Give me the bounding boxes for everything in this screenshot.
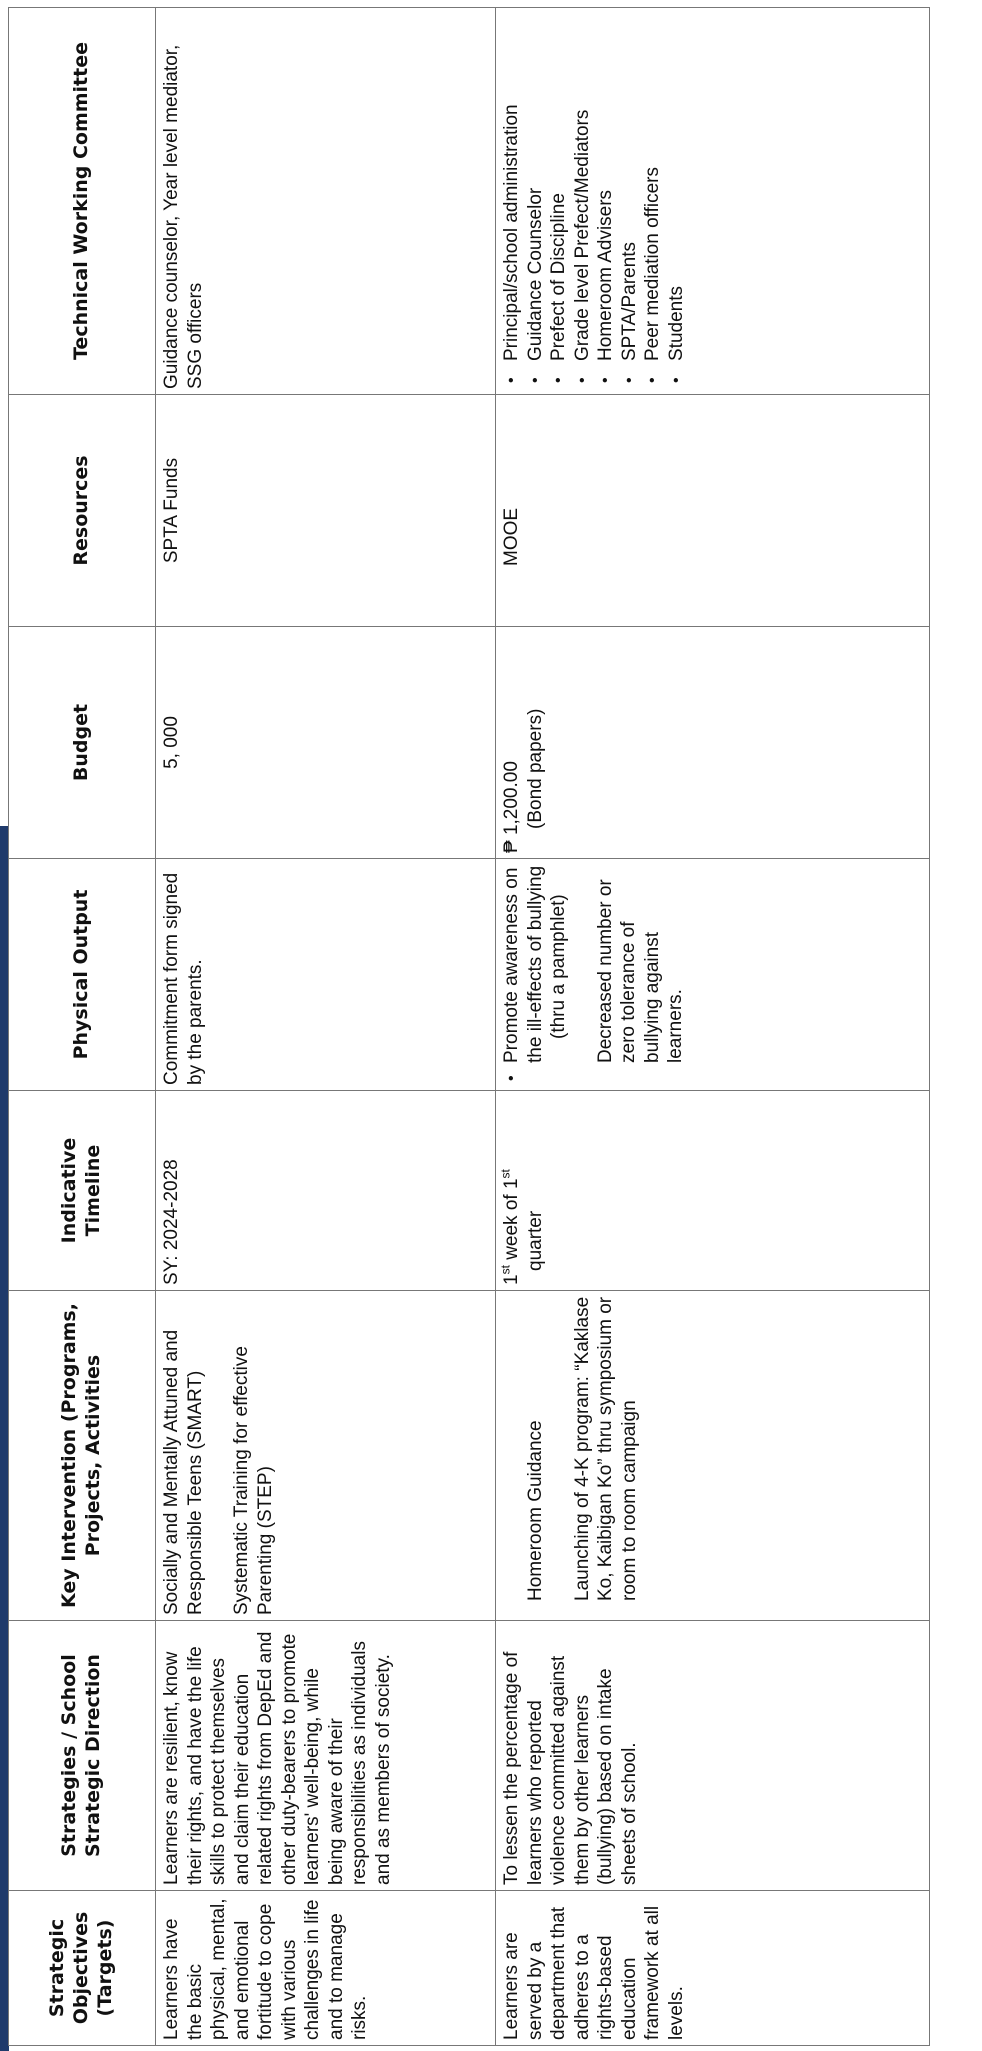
header-budget: Budget [9, 627, 156, 859]
output-bullet-text: • Promote awareness on the ill-effects of bullying [501, 865, 546, 1063]
list-item: • Principal/school administration [500, 13, 524, 389]
header-resources: Resources [9, 395, 156, 627]
timeline-cell [496, 1091, 930, 1291]
timeline-ordinal: 1 [501, 1274, 522, 1285]
rotated-page [8, 8, 916, 2046]
output-text: Commitment form signed by the parents. [161, 872, 206, 1085]
table-row [156, 8, 496, 2046]
committee-cell [496, 8, 930, 395]
resources-cell [496, 395, 930, 627]
intervention-item: Homeroom Guidance [525, 1420, 546, 1601]
committee-text: Guidance counselor, Year level mediator, SSG officers [161, 44, 206, 389]
objective-cell [156, 1891, 496, 2046]
timeline-quarter: quarter [524, 1210, 546, 1271]
resources-text: SPTA Funds [161, 457, 182, 564]
list-item: • Peer mediation officers [641, 13, 665, 389]
resources-cell [156, 395, 496, 627]
list-item: • Guidance Counselor [524, 13, 548, 389]
strategy-cell [496, 1621, 930, 1891]
output-bullet-note: (thru a pamphlet) [548, 894, 569, 1039]
header-strategic-objectives: Strategic Objectives (Targets) [9, 1891, 156, 2046]
timeline-text: SY: 2024-2028 [161, 1159, 182, 1285]
header-indicative-timeline: Indicative Timeline [9, 1091, 156, 1291]
timeline-week: week of 1 [501, 1178, 522, 1266]
timeline-sup: st [498, 1169, 513, 1179]
budget-note: (Bond papers) [524, 708, 546, 829]
output-cell [496, 859, 930, 1091]
header-row [9, 8, 156, 2046]
timeline-text [498, 1169, 522, 1285]
timeline-sup: st [498, 1265, 513, 1275]
list-item: • SPTA/Parents [618, 13, 642, 389]
header-physical-output: Physical Output [9, 859, 156, 1091]
objective-text: Learners have the basic physical, mental, and emotional fortitude to cope with various challenges in life and to manage risks. [161, 1898, 370, 2040]
intervention-item: Launching of 4-K program: “Kaklase Ko, Kaibigan Ko” thru symposium or room to room campaign [571, 1296, 640, 1601]
list-item: • Grade level Prefect/Mediators [571, 13, 595, 389]
intervention-cell [156, 1291, 496, 1621]
objective-text: Learners are served by a department that adheres to a rights-based education framework at all levels. [501, 1905, 687, 2040]
output-cell [156, 859, 496, 1091]
list-item: • Homeroom Advisers [594, 13, 618, 389]
strategy-cell [156, 1621, 496, 1891]
budget-cell [496, 627, 930, 859]
strategic-plan-table [8, 7, 930, 2046]
header-technical-working-committee: Technical Working Committee [9, 8, 156, 395]
committee-cell [156, 8, 496, 395]
list-item: • Prefect of Discipline [547, 13, 571, 389]
intervention-item: Systematic Training for effective Parenting (STEP) [231, 1346, 276, 1615]
output-text: Decreased number or zero tolerance of bullying against learners. [594, 879, 686, 1063]
strategy-text: Learners are resilient, know their rights, and have the life skills to protect themselves and claim their education related rights from DepEd and other duty-bearers to promote learners' well-being, while being aware of their responsibilities as individuals and as members of society. [161, 1631, 394, 1885]
intervention-cell [496, 1291, 930, 1621]
resources-text: MOOE [501, 507, 522, 566]
budget-amount: ₱ 1,200.00 [501, 761, 522, 853]
output-bullet [500, 864, 571, 1085]
header-strategies: Strategies / School Strategic Direction [9, 1621, 156, 1891]
timeline-cell [156, 1091, 496, 1291]
committee-list [500, 13, 688, 389]
strategy-text: To lessen the percentage of learners who reported violence committed against them by other learners (bullying) based on intake sheets of school. [501, 1651, 640, 1885]
intervention-item: Socially and Mentally Attuned and Responsible Teens (SMART) [161, 1329, 206, 1615]
objective-cell [496, 1891, 930, 2046]
header-key-intervention: Key Intervention (Programs, Projects, Activities [9, 1291, 156, 1621]
table-row [496, 8, 930, 2046]
list-item: • Students [665, 13, 689, 389]
budget-cell [156, 627, 496, 859]
budget-text: 5, 000 [161, 716, 182, 769]
